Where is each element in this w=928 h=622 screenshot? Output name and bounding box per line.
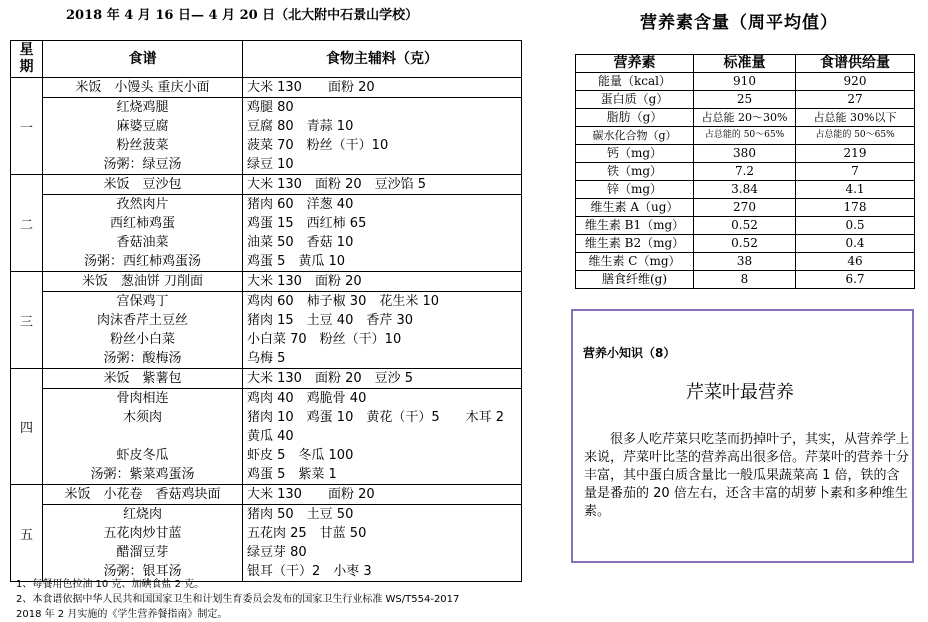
nutrition-row	[576, 163, 915, 181]
ingredient-item: 鸡腿 80	[247, 100, 294, 115]
day-column-header: 星期	[11, 41, 43, 78]
dish-item: 骨肉相连	[116, 391, 169, 406]
footnotes	[16, 577, 516, 622]
dishes-cell	[43, 272, 243, 369]
nutrition-row	[576, 199, 915, 217]
ingredient-item: 大米 130 面粉 20 豆沙馅 5	[243, 175, 521, 195]
footnote: 1、每餐用色拉油 10 克、加碘食盐 2 克。	[16, 579, 205, 590]
nutrient-name: 维生素 C（mg）	[576, 253, 694, 271]
dish-item: 木须肉	[122, 410, 162, 425]
standard-value: 3.84	[694, 181, 796, 199]
nutrient-column-header: 营养素	[576, 55, 694, 73]
ingredients-cell	[243, 369, 522, 485]
nutrient-name: 维生素 B2（mg）	[576, 235, 694, 253]
supply-column-header: 食谱供给量	[796, 55, 915, 73]
dish-item: 汤粥：酸梅汤	[103, 351, 182, 366]
nutrition-row	[576, 145, 915, 163]
day-label: 三	[11, 272, 43, 369]
supply-value: 46	[796, 253, 915, 271]
dishes-cell	[43, 78, 243, 175]
supply-value: 0.4	[796, 235, 915, 253]
day-row	[11, 485, 522, 582]
dish-item: 红烧鸡腿	[116, 100, 169, 115]
dish-item: 西红柿鸡蛋	[109, 216, 175, 231]
ingredient-item: 乌梅 5	[247, 351, 286, 366]
ingredient-item: 大米 130 面粉 20	[243, 485, 521, 505]
day-row	[11, 78, 522, 175]
nutrition-row	[576, 253, 915, 271]
nutrient-name: 脂肪（g）	[576, 109, 694, 127]
dish-item: 五花肉炒甘蓝	[103, 526, 182, 541]
ingredient-item: 鸡蛋 15 西红柿 65	[247, 216, 367, 231]
dish-item: 汤粥：绿豆汤	[103, 157, 182, 172]
tip-heading: 芹菜叶最营养	[686, 382, 794, 403]
nutrition-header-row	[576, 55, 915, 73]
nutrition-table	[575, 54, 915, 289]
nutrition-row	[576, 271, 915, 289]
nutrient-name: 维生素 B1（mg）	[576, 217, 694, 235]
ingredients-cell	[243, 175, 522, 272]
day-label: 二	[11, 175, 43, 272]
page-title: 2018 年 4 月 16 日— 4 月 20 日（北大附中石景山学校）	[66, 8, 419, 23]
ingredient-item: 猪肉 60 洋葱 40	[247, 197, 354, 212]
nutrient-name: 维生素 A（ug）	[576, 199, 694, 217]
ingredient-item: 猪肉 15 土豆 40 香芹 30	[247, 313, 414, 328]
menu-table	[10, 40, 522, 582]
nutrition-title: 营养素含量（周平均值）	[640, 13, 838, 33]
standard-value: 270	[694, 199, 796, 217]
supply-value: 占总能 30%以下	[796, 109, 915, 127]
day-label: 五	[11, 485, 43, 582]
supply-value: 4.1	[796, 181, 915, 199]
footnote: 2018 年 2 月实施的《学生营养餐指南》制定。	[16, 609, 228, 620]
ingredient-item: 菠菜 70 粉丝（干）10	[247, 138, 389, 153]
supply-value: 219	[796, 145, 915, 163]
standard-value: 380	[694, 145, 796, 163]
dish-item: 红烧肉	[122, 507, 162, 522]
dish-item: 汤粥：银耳汤	[103, 564, 182, 579]
dish-item: 米饭 紫薯包	[43, 369, 242, 389]
ingredient-item: 五花肉 25 甘蓝 50	[247, 526, 367, 541]
standard-value: 0.52	[694, 217, 796, 235]
nutrition-row	[576, 235, 915, 253]
supply-value: 0.5	[796, 217, 915, 235]
dish-item: 汤粥：西红柿鸡蛋汤	[83, 254, 201, 269]
ingredient-item: 猪肉 50 土豆 50	[247, 507, 354, 522]
standard-value: 8	[694, 271, 796, 289]
standard-value: 910	[694, 73, 796, 91]
day-row	[11, 272, 522, 369]
nutrition-row	[576, 181, 915, 199]
dish-item: 汤粥：紫菜鸡蛋汤	[90, 467, 195, 482]
ingredients-cell	[243, 78, 522, 175]
ingredient-item: 绿豆芽 80	[247, 545, 307, 560]
nutrient-name: 钙（mg）	[576, 145, 694, 163]
dishes-cell	[43, 485, 243, 582]
nutrition-row	[576, 127, 915, 145]
dish-item: 麻婆豆腐	[116, 119, 169, 134]
nutrition-row	[576, 217, 915, 235]
ingredient-item: 大米 130 面粉 20 豆沙 5	[243, 369, 521, 389]
supply-value: 178	[796, 199, 915, 217]
dish-item: 粉丝菠菜	[116, 138, 169, 153]
dish-item: 米饭 小馒头 重庆小面	[43, 78, 242, 98]
standard-value: 7.2	[694, 163, 796, 181]
dish-item: 宫保鸡丁	[116, 294, 169, 309]
ingredient-item: 鸡蛋 5 黄瓜 10	[247, 254, 346, 269]
supply-value: 7	[796, 163, 915, 181]
dishes-cell	[43, 175, 243, 272]
nutrition-row	[576, 73, 915, 91]
standard-value: 0.52	[694, 235, 796, 253]
supply-value: 6.7	[796, 271, 915, 289]
day-label: 四	[11, 369, 43, 485]
tip-body: 很多人吃芹菜只吃茎而扔掉叶子，其实，从营养学上来说，芹菜叶比茎的营养高出很多倍。芹菜叶的营养十分丰富，其中蛋白质含量比一般瓜果蔬菜高 1 倍，铁的含量是番茄的 20 倍左右，还含丰富的胡萝卜素和多种维生素。	[584, 432, 910, 519]
nutrient-name: 膳食纤维(g)	[576, 271, 694, 289]
standard-value: 占总能 20～30%	[694, 109, 796, 127]
dish-item: 肉沫香芹土豆丝	[96, 313, 188, 328]
nutrient-name: 碳水化合物（g）	[576, 127, 694, 145]
ingredient-item: 豆腐 80 青蒜 10	[247, 119, 354, 134]
ingredients-cell	[243, 272, 522, 369]
tip-label: 营养小知识（8）	[583, 346, 676, 360]
nutrient-name: 锌（mg）	[576, 181, 694, 199]
ingredient-item: 绿豆 10	[247, 157, 294, 172]
ingredient-item: 油菜 50 香菇 10	[247, 235, 354, 250]
supply-value: 占总能的 50～65%	[796, 127, 915, 145]
day-label: 一	[11, 78, 43, 175]
menu-header-row	[11, 41, 522, 78]
day-row	[11, 175, 522, 272]
ingredient-item: 鸡蛋 5 紫菜 1	[247, 467, 337, 482]
dish-item: 粉丝小白菜	[109, 332, 175, 347]
dish-item: 米饭 豆沙包	[43, 175, 242, 195]
nutrient-name: 能量（kcal）	[576, 73, 694, 91]
ingredient-item: 鸡肉 60 柿子椒 30 花生米 10	[247, 294, 440, 309]
standard-value: 25	[694, 91, 796, 109]
nutrition-row	[576, 91, 915, 109]
nutrition-row	[576, 109, 915, 127]
ingredient-item: 小白菜 70 粉丝（干）10	[247, 332, 402, 347]
ingredient-item: 大米 130 面粉 20	[243, 272, 521, 292]
ingredients-column-header: 食物主辅料（克）	[243, 41, 522, 78]
supply-value: 920	[796, 73, 915, 91]
ingredients-cell	[243, 485, 522, 582]
dish-item: 醋溜豆芽	[116, 545, 169, 560]
ingredient-item: 鸡肉 40 鸡脆骨 40	[247, 391, 367, 406]
ingredient-item: 虾皮 5 冬瓜 100	[247, 448, 354, 463]
standard-value: 占总能的 50～65%	[694, 127, 796, 145]
dish-item: 孜然肉片	[116, 197, 169, 212]
dishes-column-header: 食谱	[43, 41, 243, 78]
dish-item: 米饭 葱油饼 刀削面	[43, 272, 242, 292]
standard-column-header: 标准量	[694, 55, 796, 73]
dish-item: 米饭 小花卷 香菇鸡块面	[43, 485, 242, 505]
dish-item: 虾皮冬瓜	[116, 448, 169, 463]
ingredient-item: 大米 130 面粉 20	[243, 78, 521, 98]
nutrient-name: 蛋白质（g）	[576, 91, 694, 109]
nutrient-name: 铁（mg）	[576, 163, 694, 181]
footnote: 2、本食谱依据中华人民共和国国家卫生和计划生育委员会发布的国家卫生行业标准 WS/T554-2017	[16, 594, 460, 605]
ingredient-item: 银耳（干）2 小枣 3	[247, 564, 372, 579]
dishes-cell	[43, 369, 243, 485]
standard-value: 38	[694, 253, 796, 271]
supply-value: 27	[796, 91, 915, 109]
ingredient-item: 猪肉 10 鸡蛋 10 黄花（干）5 木耳 2 黄瓜 40	[247, 410, 505, 444]
day-row	[11, 369, 522, 485]
dish-item: 香菇油菜	[116, 235, 169, 250]
